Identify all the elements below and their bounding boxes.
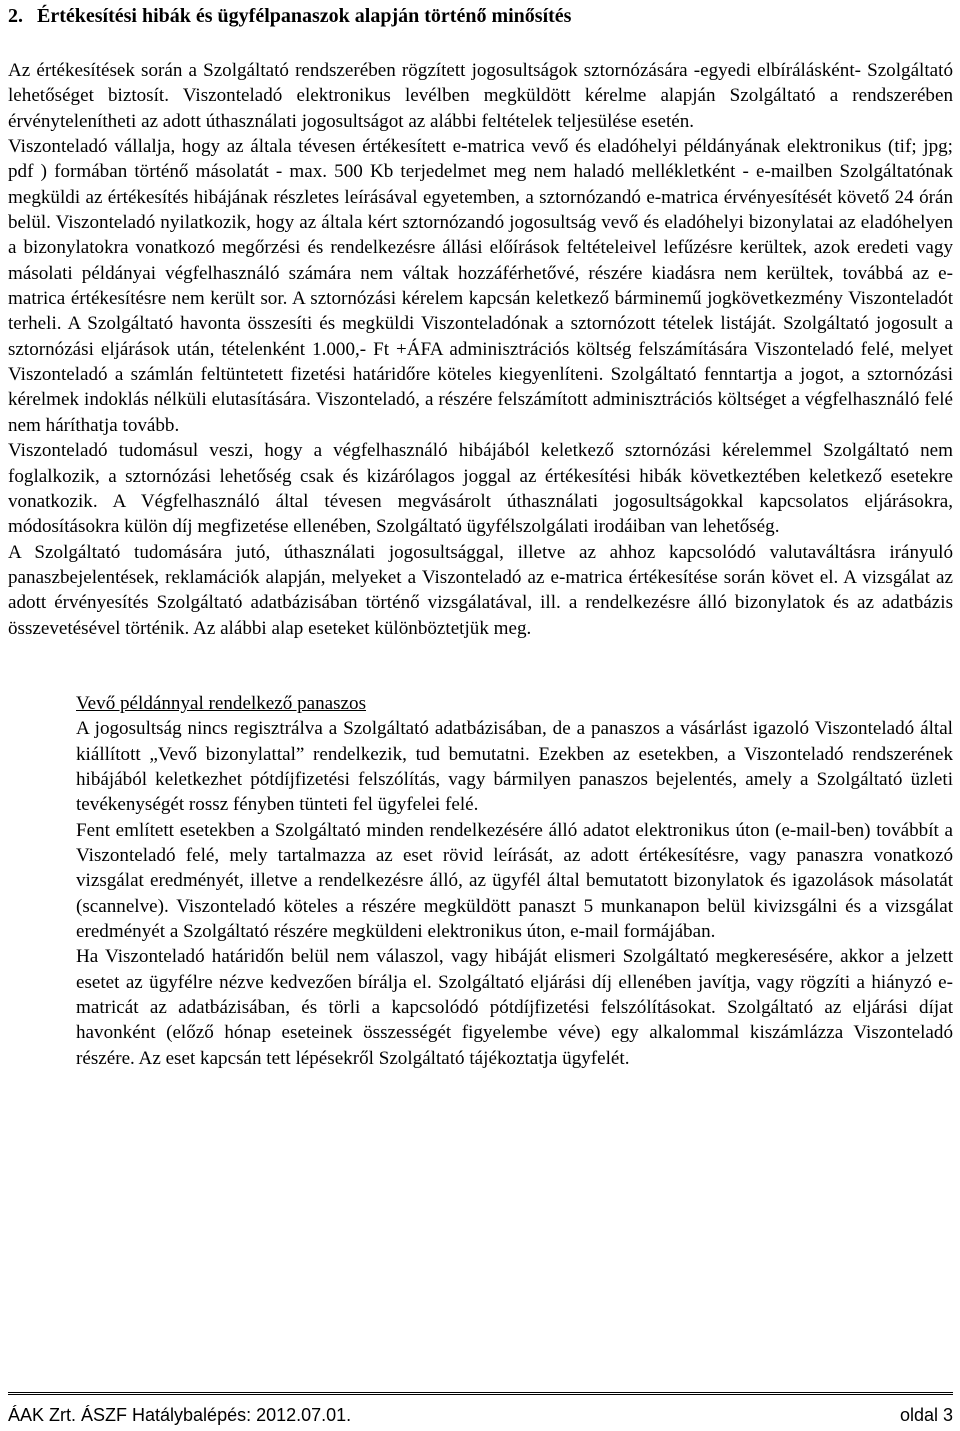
subsection-title: Vevő példánnyal rendelkező panaszos [76, 692, 367, 714]
section-heading [8, 4, 953, 28]
page-number: oldal 3 [899, 1405, 953, 1425]
footer-company-date: ÁAK Zrt. ÁSZF Hatálybalépés: 2012.07.01. [8, 1405, 352, 1425]
subsection-paragraph: Ha Viszonteladó határidőn belül nem válaszol, vagy hibáját elismeri Szolgáltató megkeresésére, akkor a jelzett esetet az ügyfélre nézve kedvezően bírálja el. Szolgáltató eljárási díj ellenében javítja, vagy rögzíti a hiányzó e-matricát az adatbázisában, és törli a kapcsolódó pótdíjfizetési felszólításokat. Szolgáltató az eljárási díjat havonként (előző hónap eseteinek összességét figyelembe véve) egy alkalommal kiszámlázza Viszonteladó részére. Az eset kapcsán tett lépésekről Szolgáltató tájékoztatja ügyfelét. [76, 946, 953, 1069]
paragraph-storno-intro: Az értékesítések során a Szolgáltató rendszerében rögzített jogosultságok sztornózására -egyedi elbírálásként- Szolgáltató lehetőséget biztosít. Viszonteladó elektronikus levélben megküldött kérelme alapján Szolgáltató a rendszerében érvénytelenítheti az adott úthasználati jogosultságot az alábbi feltételek teljesülése esetén. [8, 60, 953, 132]
section-number: 2. [8, 5, 23, 27]
subsection-paragraph: A jogosultság nincs regisztrálva a Szolgáltató adatbázisában, de a panaszos a vásárlást igazoló Viszonteladó által kiállított „Vevő bizonylattal” rendelkezik, tud bemutatni. Ezekben az esetekben, a Viszonteladó rendszerének hibájából keletkezhet pótdíjfizetési felszólítás, vagy bármilyen panaszos bejelentés, amely a Szolgáltató üzleti tevékenységét rossz fényben tünteti fel ügyfelei felé. [76, 718, 953, 816]
paragraph-storno-conditions: Viszonteladó vállalja, hogy az általa tévesen értékesített e-matrica vevő és eladóhelyi példányának elektronikus (tif; jpg; pdf ) formában történő másolatát - max. 500 Kb terjedelmet meg nem haladó mellékletként - e-mailben Szolgáltatónak megküldi az értékesítés hibájának részletes leírásával egyetemben, a sztornózandó e-matrica érvényesítését követő 24 órán belül. Viszonteladó nyilatkozik, hogy az általa kért sztornózandó jogosultság vevő és eladóhelyi bizonylatai az eladóhelyen a bizonylatokra vonatkozó megőrzési és rendelkezésre állási előírások feltételeivel lefűzésre kerültek, azok eredeti vagy másolati példányai végfelhasználó számára nem váltak hozzáférhetővé, részére kiadásra nem kerültek, továbbá az e-matrica értékesítésre nem került sor. A sztornózási kérelem kapcsán keletkező bárminemű jogkövetkezmény Viszonteladót terheli. A Szolgáltató havonta összesíti és megküldi Viszonteladónak a sztornózott tételek listáját. Szolgáltató jogosult a sztornózási eljárások után, tételenként 1.000,- Ft +ÁFA adminisztrációs költség felszámítására Viszonteladó felé, melyet Viszonteladó a számlán feltüntetett fizetési határidőre köteles kiegyenlíteni. Szolgáltató fenntartja a jogot, a sztornózási kérelmek indoklás nélküli elutasítására. Viszonteladó, a részére felszámított adminisztrációs költséget a végfelhasználó felé nem háríthatja tovább. [8, 136, 953, 436]
document-page [8, 0, 953, 1071]
section-title: Értékesítési hibák és ügyfélpanaszok alapján történő minősítés [37, 5, 572, 27]
paragraph-complaints: A Szolgáltató tudomására jutó, úthasználati jogosultsággal, illetve az ahhoz kapcsolódó valutaváltásra irányuló panaszbejelentések, reklamációk alapján, melyeket a Viszonteladó az e-matrica értékesítése során követ el. A vizsgálat az adott érvényesítés Szolgáltató adatbázisában történő vizsgálatával, ill. a rendelkezésre álló bizonylatok és az adatbázis összevetésével történik. Az alábbi alap eseteket különböztetjük meg. [8, 541, 953, 639]
subsection [76, 691, 953, 1071]
spacer [8, 641, 953, 691]
subsection-paragraph: Fent említett esetekben a Szolgáltató minden rendelkezésére álló adatot elektronikus úton (e-mail-ben) továbbít a Viszonteladó felé, mely tartalmazza az eset rövid leírását, az adott értékesítésre, vagy panaszra vonatkozó vizsgálat eredményét, illetve a rendelkezésre álló, az ügyfél által bemutatott bizonylatok és igazolások másolatát (scannelve). Viszonteladó köteles a részére megküldött panaszt 5 munkanapon belül kivizsgálni és a vizsgálat eredményét a Szolgáltató részére megküldeni elektronikus úton, e-mail formájában. [76, 819, 953, 942]
paragraph-enduser-errors: Viszonteladó tudomásul veszi, hogy a végfelhasználó hibájából keletkező sztornózási kérelemmel Szolgáltató nem foglalkozik, a sztornózási lehetőség csak és kizárólagos joggal az értékesítési hibák következtében keletkező esetekre vonatkozik. A Végfelhasználó által tévesen megvásárolt úthasználati jogosultságokkal kapcsolatos eljárásokra, módosításokra külön díj megfizetése ellenében, Szolgáltató ügyfélszolgálati irodáiban van lehetőség. [8, 440, 953, 538]
footer-divider [8, 1392, 953, 1393]
